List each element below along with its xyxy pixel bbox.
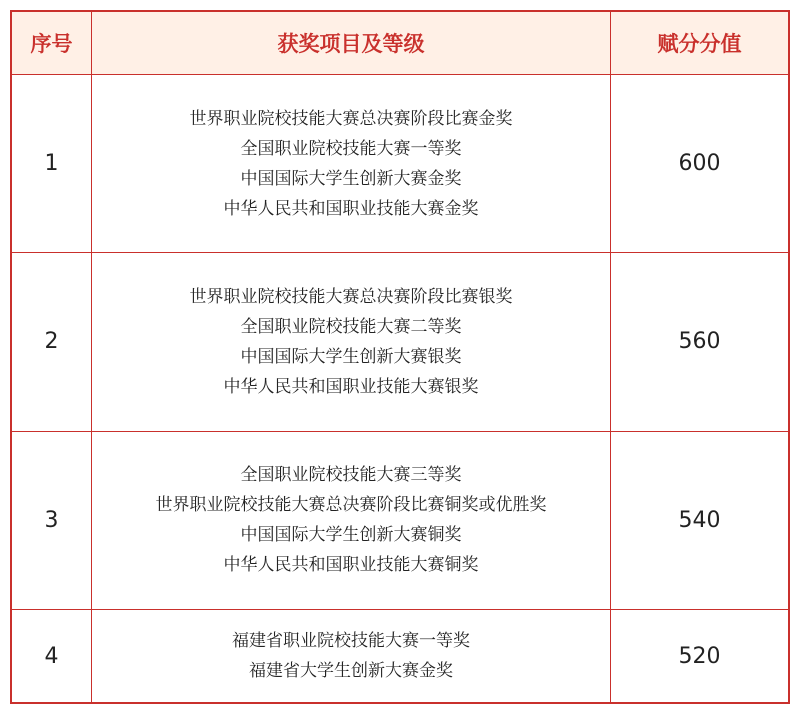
table-row — [12, 75, 789, 253]
award-item: 福建省大学生创新大赛金奖 — [249, 661, 453, 681]
header-award: 获奖项目及等级 — [92, 12, 611, 75]
award-item: 中华人民共和国职业技能大赛铜奖 — [223, 555, 479, 576]
award-score-table — [11, 11, 789, 703]
award-item: 中国国际大学生创新大赛铜奖 — [240, 525, 462, 546]
award-item: 中国国际大学生创新大赛银奖 — [240, 346, 462, 367]
row-score: 560 — [611, 253, 789, 431]
award-item: 世界职业院校技能大赛总决赛阶段比赛金奖 — [189, 108, 513, 129]
award-items — [92, 253, 611, 431]
row-score: 540 — [611, 431, 789, 609]
row-index: 4 — [12, 610, 92, 703]
award-item: 中华人民共和国职业技能大赛金奖 — [223, 198, 479, 219]
award-item: 全国职业院校技能大赛二等奖 — [240, 316, 462, 337]
row-index: 2 — [12, 253, 92, 431]
table-row — [12, 610, 789, 703]
award-item: 世界职业院校技能大赛总决赛阶段比赛银奖 — [189, 286, 513, 307]
row-score: 520 — [611, 610, 789, 703]
header-row — [12, 12, 789, 75]
award-items — [92, 610, 611, 703]
award-item: 福建省职业院校技能大赛一等奖 — [232, 631, 470, 651]
row-index: 1 — [12, 75, 92, 253]
award-item: 中华人民共和国职业技能大赛银奖 — [223, 376, 479, 397]
award-item: 全国职业院校技能大赛一等奖 — [240, 138, 462, 159]
award-item: 世界职业院校技能大赛总决赛阶段比赛铜奖或优胜奖 — [155, 495, 547, 516]
table-row — [12, 431, 789, 609]
row-index: 3 — [12, 431, 92, 609]
row-score: 600 — [611, 75, 789, 253]
table-row — [12, 253, 789, 431]
award-item: 全国职业院校技能大赛三等奖 — [240, 465, 462, 486]
header-index: 序号 — [12, 12, 92, 75]
header-score: 赋分分值 — [611, 12, 789, 75]
award-items — [92, 75, 611, 253]
award-item: 中国国际大学生创新大赛金奖 — [240, 168, 462, 189]
award-score-table-frame — [10, 10, 790, 704]
award-items — [92, 431, 611, 609]
